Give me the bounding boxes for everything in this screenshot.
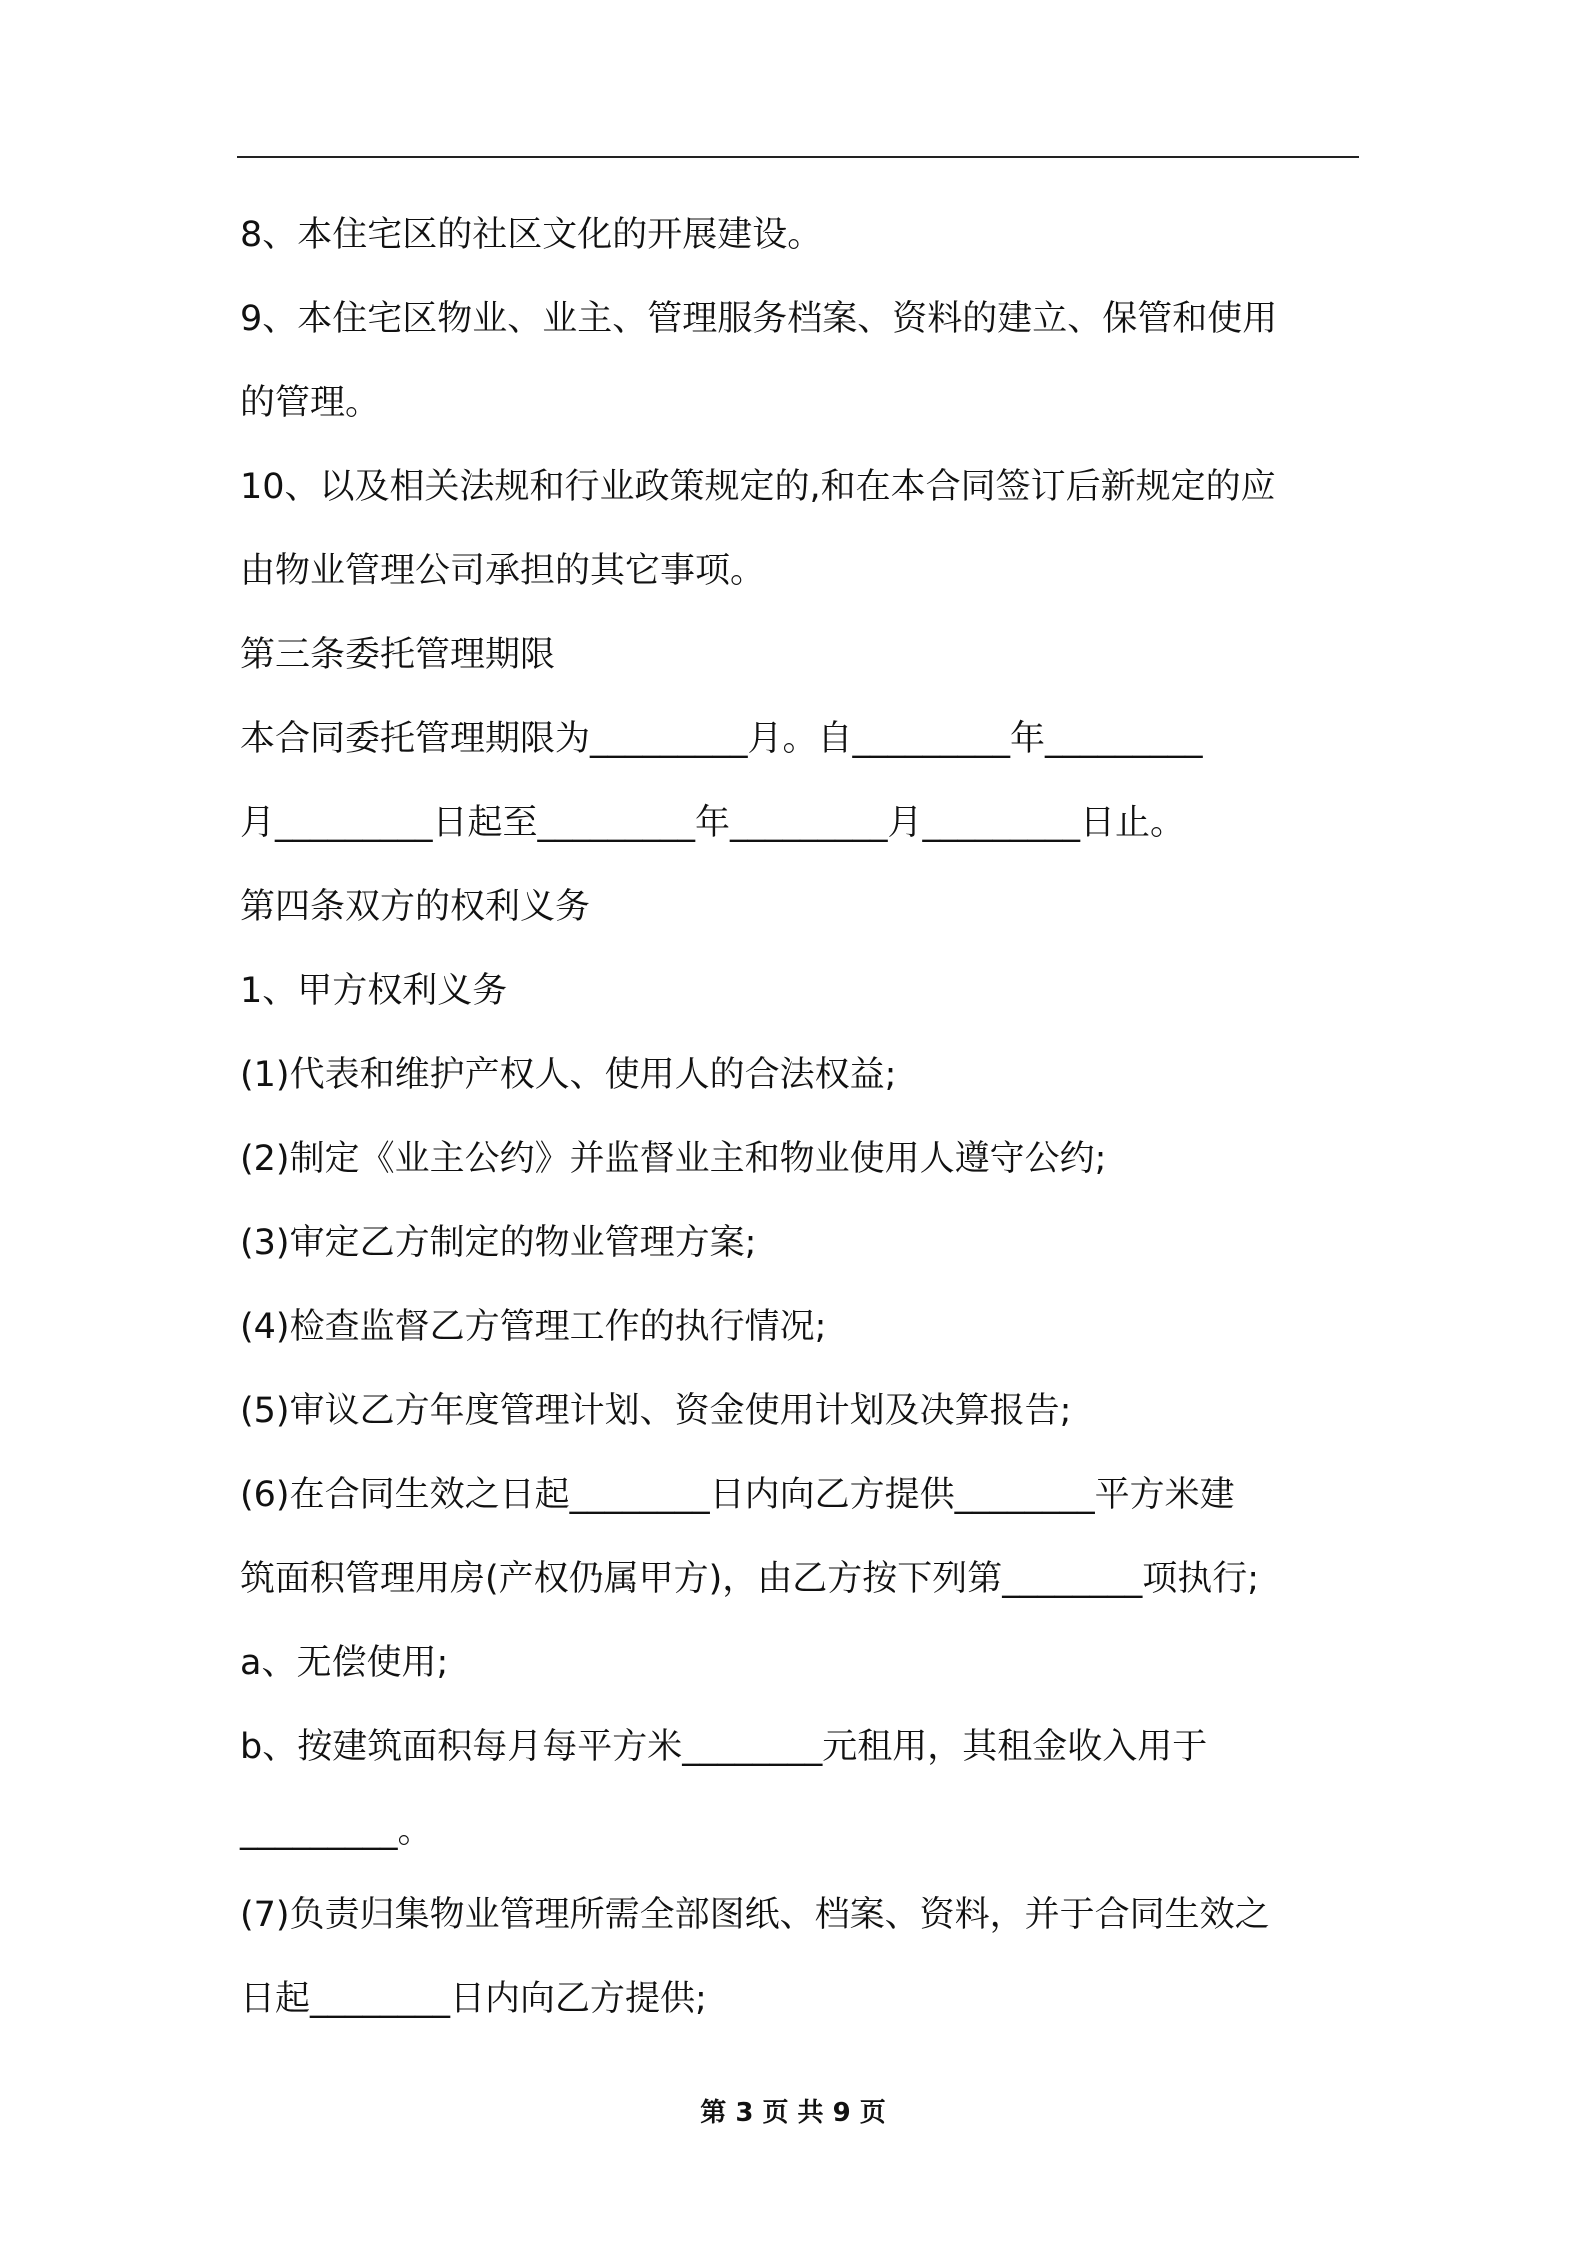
text-line: (6)在合同生效之日起________日内向乙方提供________平方米建: [240, 1475, 1235, 1515]
text-line: 日起________日内向乙方提供;: [240, 1979, 707, 2019]
text-line: (7)负责归集物业管理所需全部图纸、档案、资料，并于合同生效之: [240, 1895, 1270, 1935]
text-line: 1、甲方权利义务: [240, 971, 508, 1011]
text-line: b、按建筑面积每月每平方米________元租用，其租金收入用于: [240, 1727, 1208, 1767]
text-line: 8、本住宅区的社区文化的开展建设。: [240, 215, 823, 255]
text-line: (3)审定乙方制定的物业管理方案;: [240, 1223, 757, 1263]
text-line: 10、以及相关法规和行业政策规定的,和在本合同签订后新规定的应: [240, 467, 1276, 507]
text-line: (4)检查监督乙方管理工作的执行情况;: [240, 1307, 827, 1347]
text-line: a、无偿使用;: [240, 1643, 449, 1683]
section-heading: 第三条委托管理期限: [240, 635, 556, 675]
text-line: 月_________日起至_________年_________月_________日止。: [240, 803, 1186, 843]
text-line: _________。: [240, 1811, 433, 1851]
document-body: [240, 193, 1358, 2041]
text-line: 的管理。: [240, 383, 381, 423]
text-line: 由物业管理公司承担的其它事项。: [240, 551, 766, 591]
header-rule: [237, 156, 1359, 158]
text-line: (5)审议乙方年度管理计划、资金使用计划及决算报告;: [240, 1391, 1072, 1431]
section-heading: 第四条双方的权利义务: [240, 887, 591, 927]
text-line: 9、本住宅区物业、业主、管理服务档案、资料的建立、保管和使用: [240, 299, 1278, 339]
page-number-footer: 第 3 页 共 9 页: [700, 2098, 886, 2128]
text-line: (2)制定《业主公约》并监督业主和物业使用人遵守公约;: [240, 1139, 1107, 1179]
text-line: 本合同委托管理期限为_________月。自_________年_________: [240, 719, 1203, 759]
text-line: (1)代表和维护产权人、使用人的合法权益;: [240, 1055, 897, 1095]
text-line: 筑面积管理用房(产权仍属甲方)，由乙方按下列第________项执行;: [240, 1559, 1260, 1599]
